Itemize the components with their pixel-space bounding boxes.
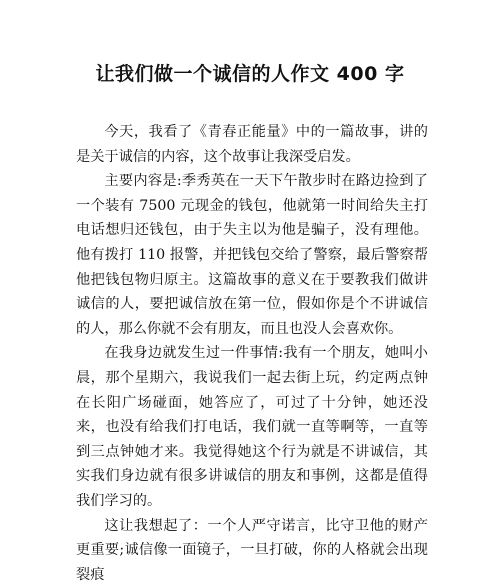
document-title: 让我们做一个诚信的人作文 400 字 xyxy=(0,60,500,88)
document-body xyxy=(76,120,428,587)
paragraph-3: 在我身边就发生过一件事情:我有一个朋友，她叫小晨，那个星期六，我说我们一起去街上玩，约定两点钟在长阳广场碰面，她答应了，可过了十分钟，她还没来，也没有给我们打电话，我们就一直等啊等，一直等到三点钟她才来。我觉得她这个行为就是不讲诚信，其实我们身边就有很多讲诚信的朋友和事例，这都是值得我们学习的。 xyxy=(76,341,428,513)
paragraph-2: 主要内容是:季秀英在一天下午散步时在路边捡到了一个装有 7500 元现金的钱包，他就第一时间给失主打电话想归还钱包，由于失主以为他是骗子，没有理他。他有拨打 110 报警，并把钱包交给了警察，最后警察帮他把钱包物归原主。这篇故事的意义在于要教我们做讲诚信的人，要把诚信放在第一位，假如你是个不讲诚信的人，那么你就不会有朋友，而且也没人会喜欢你。 xyxy=(76,169,428,341)
paragraph-1: 今天，我看了《青春正能量》中的一篇故事，讲的是关于诚信的内容，这个故事让我深受启发。 xyxy=(76,120,428,169)
paragraph-4: 这让我想起了：一个人严守诺言，比守卫他的财产更重要;诚信像一面镜子，一旦打破，你的人格就会出现裂痕 xyxy=(76,514,428,587)
